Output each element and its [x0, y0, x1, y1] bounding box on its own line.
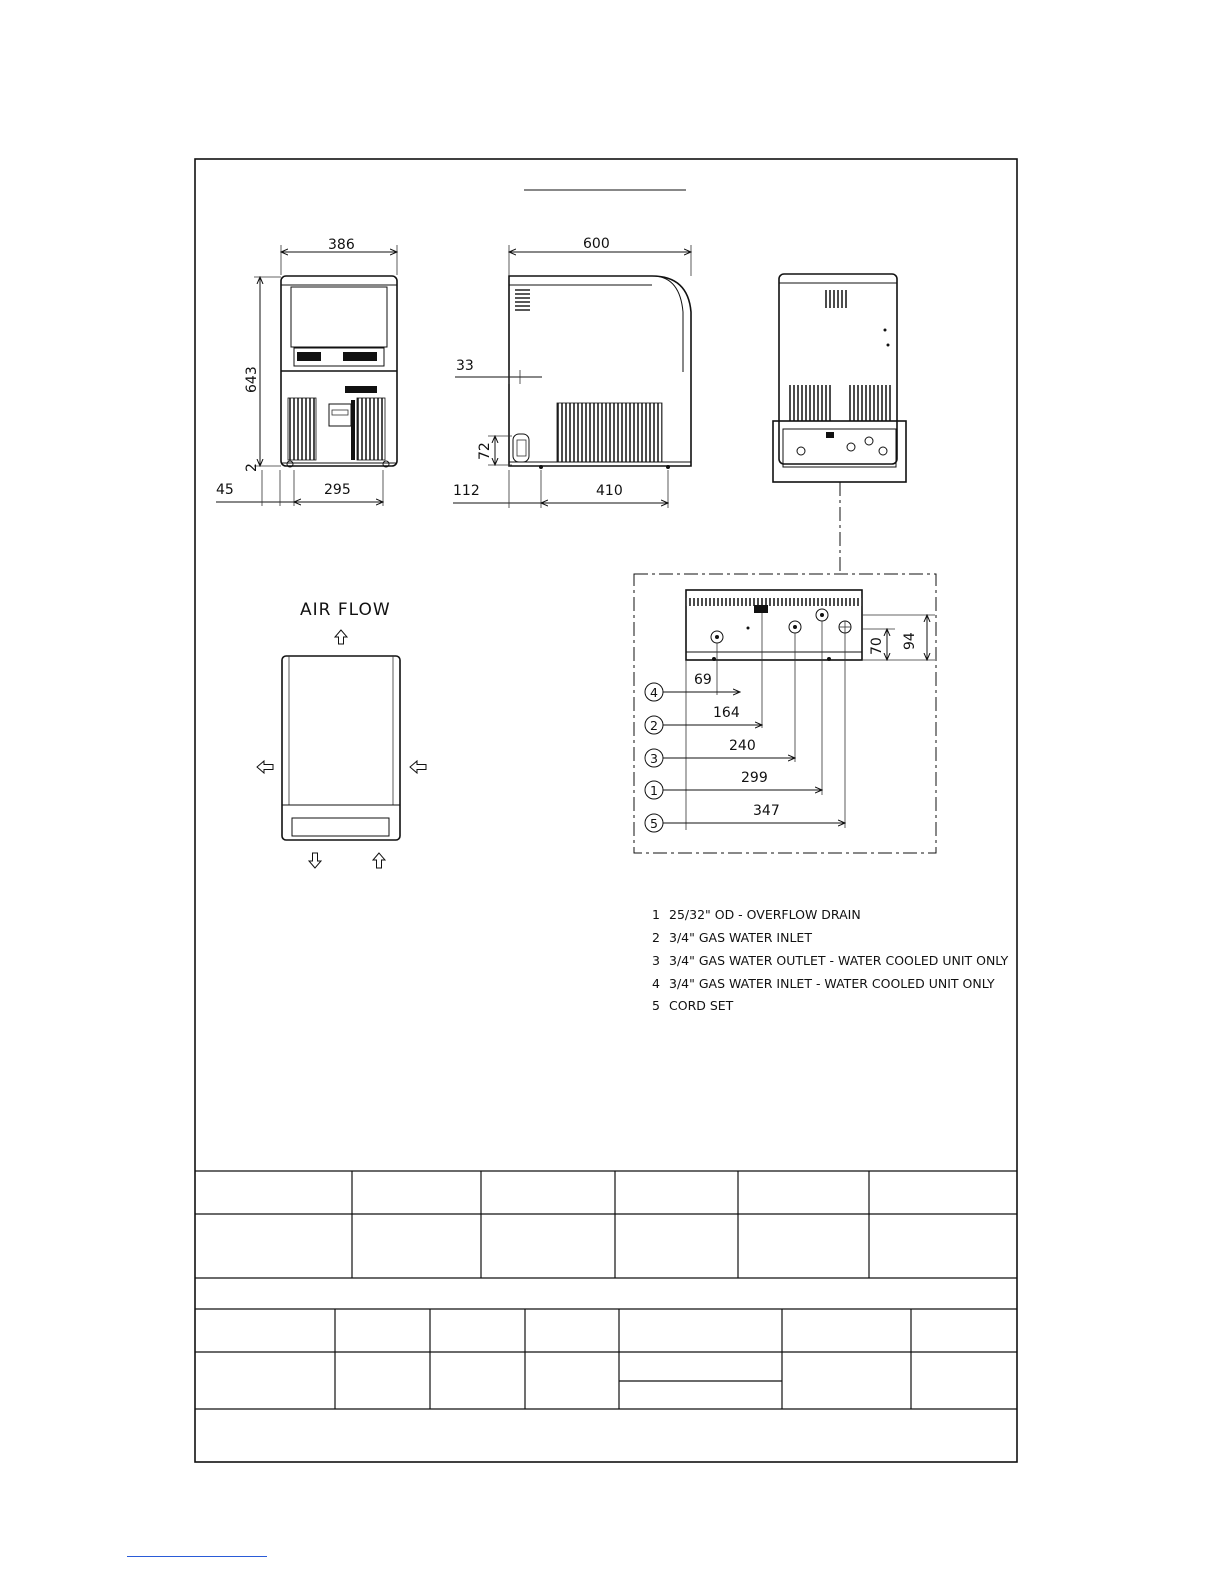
legend-item-1: 25/32" OD - OVERFLOW DRAIN	[669, 907, 861, 922]
dim-inlet-72: 72	[477, 442, 493, 460]
svg-text:1: 1	[650, 783, 658, 798]
dim-span-295: 295	[324, 482, 351, 498]
svg-text:3: 3	[650, 751, 658, 766]
footer-link-underline[interactable]	[127, 1556, 267, 1557]
svg-text:4: 4	[652, 976, 660, 991]
svg-text:5: 5	[650, 816, 658, 831]
arrow-up-bottom-icon	[373, 853, 385, 868]
front-view	[281, 276, 397, 467]
side-view	[509, 276, 691, 469]
dim-front-112: 112	[453, 483, 480, 499]
legend-item-4: 3/4" GAS WATER INLET - WATER COOLED UNIT ONLY	[669, 976, 995, 991]
svg-text:2: 2	[650, 718, 658, 733]
callout-row-4	[645, 672, 740, 701]
dim-height-643: 643	[244, 366, 260, 393]
arrow-left-right-side-icon	[410, 761, 426, 773]
svg-text:1: 1	[652, 907, 660, 922]
dim-height-70: 70	[869, 637, 885, 655]
connection-legend	[652, 907, 1009, 1013]
callout-row-3	[645, 738, 795, 767]
svg-text:4: 4	[650, 685, 658, 700]
arrow-down-icon	[309, 853, 321, 868]
dim-vent-33: 33	[456, 358, 474, 374]
airflow-view	[257, 600, 426, 868]
callout-row-1	[645, 770, 822, 799]
dim-span-410: 410	[596, 483, 623, 499]
arrow-up-top-icon	[335, 630, 347, 644]
rear-view	[773, 274, 906, 574]
callout-row-5	[645, 803, 845, 832]
dim-width-386: 386	[328, 237, 355, 253]
dim-240: 240	[729, 738, 756, 754]
dim-299: 299	[741, 770, 768, 786]
callout-row-2	[645, 705, 762, 734]
dim-164: 164	[713, 705, 740, 721]
detail-view	[634, 574, 936, 853]
arrow-left-icon	[257, 761, 273, 773]
legend-item-3: 3/4" GAS WATER OUTLET - WATER COOLED UNIT ONLY	[669, 953, 1009, 968]
dim-347: 347	[753, 803, 780, 819]
legend-item-2: 3/4" GAS WATER INLET	[669, 930, 812, 945]
spec-table	[195, 1171, 1017, 1409]
dim-height-94: 94	[902, 632, 918, 650]
dim-offset-45: 45	[216, 482, 234, 498]
airflow-title: AIR FLOW	[300, 600, 391, 620]
legend-item-5: CORD SET	[669, 998, 734, 1013]
dim-depth-600: 600	[583, 236, 610, 252]
svg-text:3: 3	[652, 953, 660, 968]
dim-gap-2: 2	[244, 463, 260, 472]
svg-text:5: 5	[652, 998, 660, 1013]
svg-text:2: 2	[652, 930, 660, 945]
dim-69: 69	[694, 672, 712, 688]
